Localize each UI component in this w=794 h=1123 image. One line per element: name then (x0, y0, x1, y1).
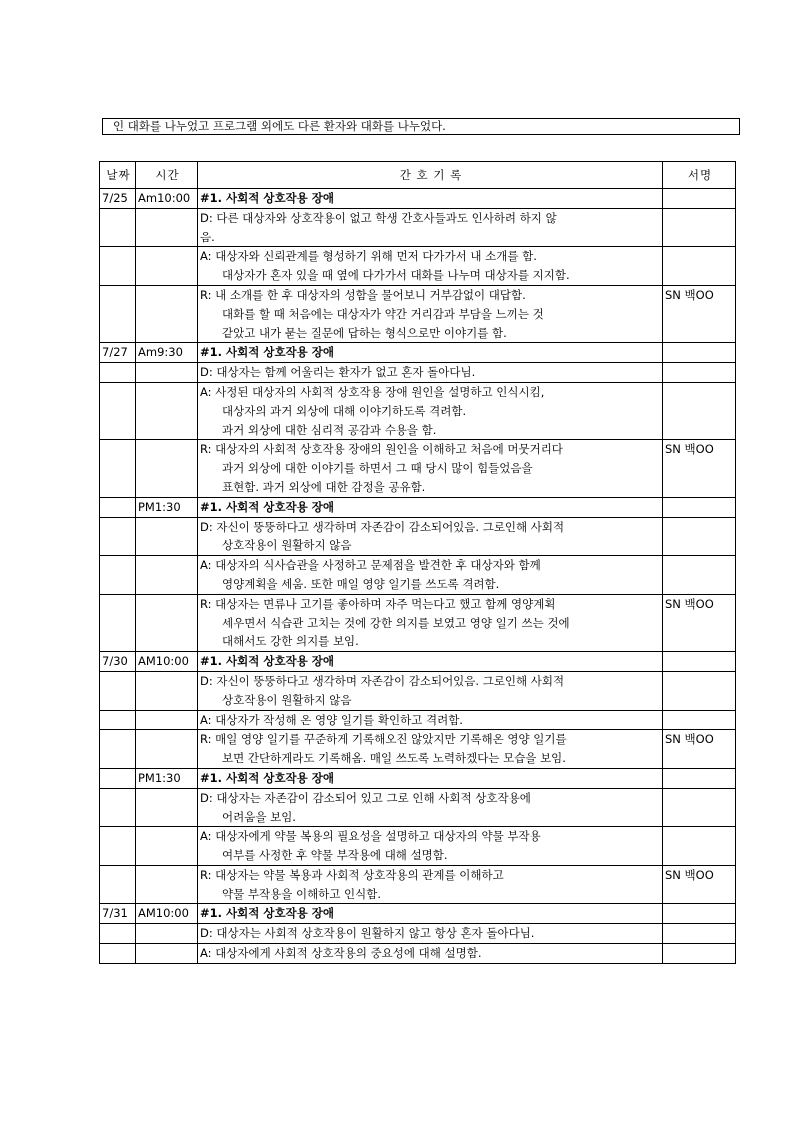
record-line: A: 사정된 대상자의 사회적 상호작용 장애 원인을 설명하고 인식시킴, (200, 384, 545, 399)
sign-cell (663, 768, 736, 788)
record-cell (198, 497, 663, 517)
record-line: 대화를 할 때 처음에는 대상자가 약간 거리감과 부담을 느끼는 것 (222, 306, 544, 321)
diagnosis-title: #1. 사회적 상호작용 장애 (200, 191, 334, 205)
table-row (100, 343, 736, 363)
time-cell (136, 285, 198, 342)
time-cell: AM10:00 (136, 652, 198, 672)
header-record: 간 호 기 록 (198, 162, 663, 189)
record-line: D: 대상자는 함께 어울리는 환자가 없고 혼자 돌아다님. (200, 365, 476, 380)
diagnosis-title: #1. 사회적 상호작용 장애 (200, 770, 334, 785)
sign-cell (663, 189, 736, 209)
time-cell (136, 710, 198, 730)
record-cell (198, 652, 663, 672)
record-cell (198, 710, 663, 730)
time-cell (136, 363, 198, 383)
sign-cell (663, 652, 736, 672)
record-cell (198, 594, 663, 651)
sign-cell (663, 827, 736, 866)
time-cell (136, 924, 198, 944)
table-row (100, 189, 736, 209)
record-cell (198, 768, 663, 788)
time-cell (136, 865, 198, 904)
time-cell (136, 382, 198, 439)
record-line: A: 대상자가 작성해 온 영양 일기를 확인하고 격려함. (200, 712, 463, 727)
table-row (100, 865, 736, 904)
record-line: D: 자신이 뚱뚱하다고 생각하며 자존감이 감소되어있음. 그로인해 사회적 (200, 673, 565, 688)
time-cell (136, 827, 198, 866)
sign-cell (663, 363, 736, 383)
date-cell (100, 363, 136, 383)
sign-cell (663, 924, 736, 944)
diagnosis-title: #1. 사회적 상호작용 장애 (200, 906, 334, 921)
date-cell (100, 827, 136, 866)
time-cell (136, 208, 198, 247)
record-cell (198, 247, 663, 286)
record-line: D: 다른 대상자와 상호작용이 없고 학생 간호사들과도 인사하려 하지 않 (200, 210, 557, 225)
date-cell (100, 594, 136, 651)
record-cell (198, 865, 663, 904)
table-row (100, 924, 736, 944)
table-row (100, 788, 736, 827)
record-cell (198, 788, 663, 827)
record-line: 약물 부작용을 이해하고 인식함. (222, 886, 382, 901)
record-cell (198, 440, 663, 497)
date-cell (100, 556, 136, 595)
time-cell (136, 594, 198, 651)
table-row (100, 517, 736, 556)
date-cell (100, 382, 136, 439)
record-body (100, 189, 736, 964)
table-row (100, 440, 736, 497)
time-cell (136, 517, 198, 556)
table-row (100, 285, 736, 342)
table-row (100, 652, 736, 672)
record-cell (198, 517, 663, 556)
table-row (100, 827, 736, 866)
record-cell (198, 189, 663, 209)
time-cell: Am10:00 (136, 189, 198, 209)
date-cell (100, 497, 136, 517)
date-cell (100, 710, 136, 730)
date-cell (100, 865, 136, 904)
header-sign: 서명 (663, 162, 736, 189)
record-line: A: 대상자와 신뢰관계를 형성하기 위해 먼저 다가가서 내 소개를 함. (200, 249, 537, 264)
record-cell (198, 827, 663, 866)
record-cell (198, 382, 663, 439)
table-header-row (100, 162, 736, 189)
date-cell (100, 208, 136, 247)
date-cell: 7/27 (100, 343, 136, 363)
record-line: R: 대상자의 사회적 상호작용 장애의 원인을 이해하고 처음에 머뭇거리다 (200, 442, 563, 457)
record-line: 영양계획을 세움. 또한 매일 영양 일기를 쓰도록 격려함. (222, 576, 500, 591)
table-row (100, 710, 736, 730)
time-cell: PM1:30 (136, 768, 198, 788)
table-row (100, 497, 736, 517)
date-cell: 7/31 (100, 904, 136, 924)
sign-cell (663, 497, 736, 517)
record-line: 세우면서 식습관 고치는 것에 강한 의지를 보였고 영양 일기 쓰는 것에 (222, 615, 570, 630)
sign-cell (663, 944, 736, 964)
sign-cell (663, 382, 736, 439)
table-row (100, 671, 736, 710)
record-line: 표현함. 과거 외상에 대한 감정을 공유함. (222, 479, 426, 494)
table-row (100, 768, 736, 788)
record-cell (198, 285, 663, 342)
sign-cell (663, 208, 736, 247)
sign-cell: SN 백OO (663, 285, 736, 342)
record-line: 여부를 사정한 후 약물 부작용에 대해 설명함. (222, 848, 448, 863)
table-row (100, 904, 736, 924)
record-line: 과거 외상에 대한 이야기를 하면서 그 때 당시 많이 힘들었음을 (222, 461, 533, 476)
record-cell (198, 556, 663, 595)
record-line: 음. (200, 229, 215, 244)
table-row (100, 730, 736, 769)
date-cell (100, 285, 136, 342)
date-cell (100, 247, 136, 286)
table-row (100, 556, 736, 595)
record-line: D: 대상자는 사회적 상호작용이 원활하지 않고 항상 혼자 돌아다님. (200, 926, 535, 941)
table-row (100, 944, 736, 964)
header-time: 시간 (136, 162, 198, 189)
record-cell (198, 904, 663, 924)
table-row (100, 363, 736, 383)
record-cell (198, 924, 663, 944)
record-line: R: 매일 영양 일기를 꾸준하게 기록해오진 않았지만 기록해온 영양 일기를 (200, 732, 567, 747)
record-line: 상호작용이 원활하지 않음 (222, 538, 352, 553)
date-cell (100, 517, 136, 556)
record-line: 보면 간단하게라도 기록해옴. 매일 쓰도록 노력하겠다는 모습을 보임. (222, 751, 566, 766)
sign-cell (663, 247, 736, 286)
sign-cell (663, 556, 736, 595)
summary-line: 인 대화를 나누었고 프로그램 외에도 다른 환자와 대화를 나누었다. (102, 118, 740, 135)
header-date: 날짜 (100, 162, 136, 189)
record-line: 대상자가 혼자 있을 때 옆에 다가가서 대화를 나누며 대상자를 지지함. (222, 268, 570, 283)
date-cell (100, 788, 136, 827)
time-cell (136, 440, 198, 497)
nursing-record-table (99, 161, 736, 964)
sign-cell: SN 백OO (663, 440, 736, 497)
diagnosis-title: #1. 사회적 상호작용 장애 (200, 654, 334, 669)
date-cell (100, 944, 136, 964)
record-line: D: 대상자는 자존감이 감소되어 있고 그로 인해 사회적 상호작용에 (200, 790, 531, 805)
date-cell (100, 730, 136, 769)
table-row (100, 382, 736, 439)
sign-cell: SN 백OO (663, 594, 736, 651)
record-line: A: 대상자의 식사습관을 사정하고 문제점을 발견한 후 대상자와 함께 (200, 558, 541, 573)
date-cell (100, 671, 136, 710)
time-cell: Am9:30 (136, 343, 198, 363)
record-line: 과거 외상에 대한 심리적 공감과 수용을 함. (222, 422, 437, 437)
time-cell (136, 556, 198, 595)
sign-cell (663, 788, 736, 827)
time-cell: AM10:00 (136, 904, 198, 924)
time-cell (136, 788, 198, 827)
date-cell (100, 440, 136, 497)
table-row (100, 208, 736, 247)
diagnosis-title: #1. 사회적 상호작용 장애 (200, 345, 334, 360)
table-row (100, 247, 736, 286)
record-line: 대해서도 강한 의지를 보임. (222, 634, 359, 649)
record-cell (198, 730, 663, 769)
time-cell (136, 671, 198, 710)
record-line: 어려움을 보임. (222, 809, 296, 824)
sign-cell (663, 904, 736, 924)
record-line: D: 자신이 뚱뚱하다고 생각하며 자존감이 감소되어있음. 그로인해 사회적 (200, 519, 565, 534)
sign-cell (663, 517, 736, 556)
sign-cell (663, 343, 736, 363)
record-cell (198, 944, 663, 964)
date-cell: 7/30 (100, 652, 136, 672)
record-line: 상호작용이 원활하지 않음 (222, 692, 352, 707)
record-cell (198, 208, 663, 247)
record-cell (198, 343, 663, 363)
record-line: 대상자의 과거 외상에 대해 이야기하도록 격려함. (222, 403, 467, 418)
sign-cell (663, 710, 736, 730)
time-cell (136, 247, 198, 286)
record-line: R: 대상자는 약물 복용과 사회적 상호작용의 관계를 이해하고 (200, 867, 504, 882)
record-line: R: 대상자는 면류나 고기를 좋아하며 자주 먹는다고 했고 함께 영양계획 (200, 596, 556, 611)
date-cell: 7/25 (100, 189, 136, 209)
time-cell (136, 730, 198, 769)
date-cell (100, 768, 136, 788)
sign-cell: SN 백OO (663, 865, 736, 904)
record-line: 같았고 내가 묻는 질문에 답하는 형식으로만 이야기를 함. (222, 325, 507, 340)
record-line: A: 대상자에게 약물 복용의 필요성을 설명하고 대상자의 약물 부작용 (200, 829, 541, 844)
record-line: A: 대상자에게 사회적 상호작용의 중요성에 대해 설명함. (200, 946, 482, 961)
record-line: R: 내 소개를 한 후 대상자의 성함을 물어보니 거부감없이 대답함. (200, 287, 526, 302)
time-cell (136, 944, 198, 964)
record-cell (198, 363, 663, 383)
date-cell (100, 924, 136, 944)
table-row (100, 594, 736, 651)
diagnosis-title: #1. 사회적 상호작용 장애 (200, 499, 334, 514)
time-cell: PM1:30 (136, 497, 198, 517)
sign-cell (663, 671, 736, 710)
sign-cell: SN 백OO (663, 730, 736, 769)
record-cell (198, 671, 663, 710)
